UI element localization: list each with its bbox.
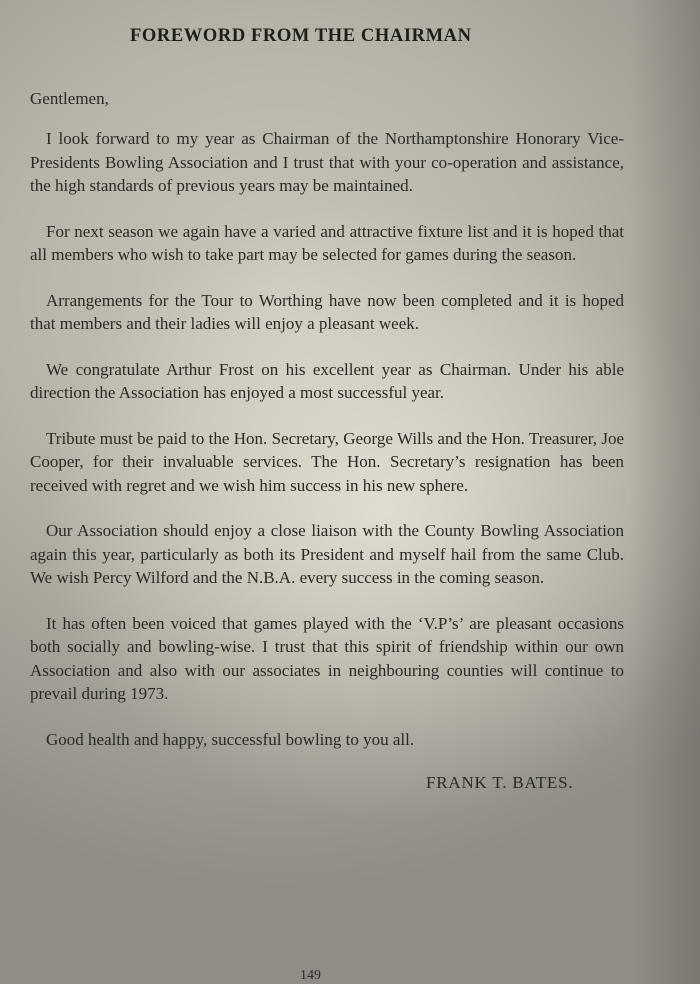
salutation: Gentlemen, [30, 89, 109, 108]
paragraph-friendship: It has often been voiced that games played with the ‘V.P’s’ are pleasant occasions both socially and bowling-wise. I trust that this spirit of friendship within our own Association and also with our associates in neighbouring counties will continue to prevail during 1973. [30, 613, 624, 703]
paragraph-tour: Arrangements for the Tour to Worthing have now been completed and it is hoped that members and their ladies will enjoy a pleasant week. [30, 290, 624, 333]
paragraph-fixtures: For next season we again have a varied and attractive fixture list and it is hoped that all members who wish to take part may be selected for games during the season. [30, 221, 624, 264]
paragraph-tribute: Tribute must be paid to the Hon. Secretary, George Wills and the Hon. Treasurer, Joe Cooper, for their invaluable services. The Hon. Secretary’s resignation has been received with regret and we wish him success in his new sphere. [30, 428, 624, 495]
signature: FRANK T. BATES. [426, 773, 574, 792]
page-title: FOREWORD FROM THE CHAIRMAN [130, 26, 472, 46]
paragraph-intro: I look forward to my year as Chairman of the Northamptonshire Honorary Vice-Presidents Bowling Association and I trust that with your co-operation and assistance, the high standards of previous years may be maintained. [30, 129, 624, 195]
paragraph-county-association: Our Association should enjoy a close liaison with the County Bowling Association again this year, particularly as both its President and myself hail from the same Club. We wish Percy Wilford and the N.B.A. every success in the coming season. [30, 521, 624, 587]
page-shadow [630, 0, 700, 984]
paragraph-congratulations: We congratulate Arthur Frost on his excellent year as Chairman. Under his able direction the Association has enjoyed a most successful year. [30, 359, 624, 402]
paragraph-closing: Good health and happy, successful bowling to you all. [46, 729, 415, 749]
page-number: 149 [300, 968, 321, 983]
